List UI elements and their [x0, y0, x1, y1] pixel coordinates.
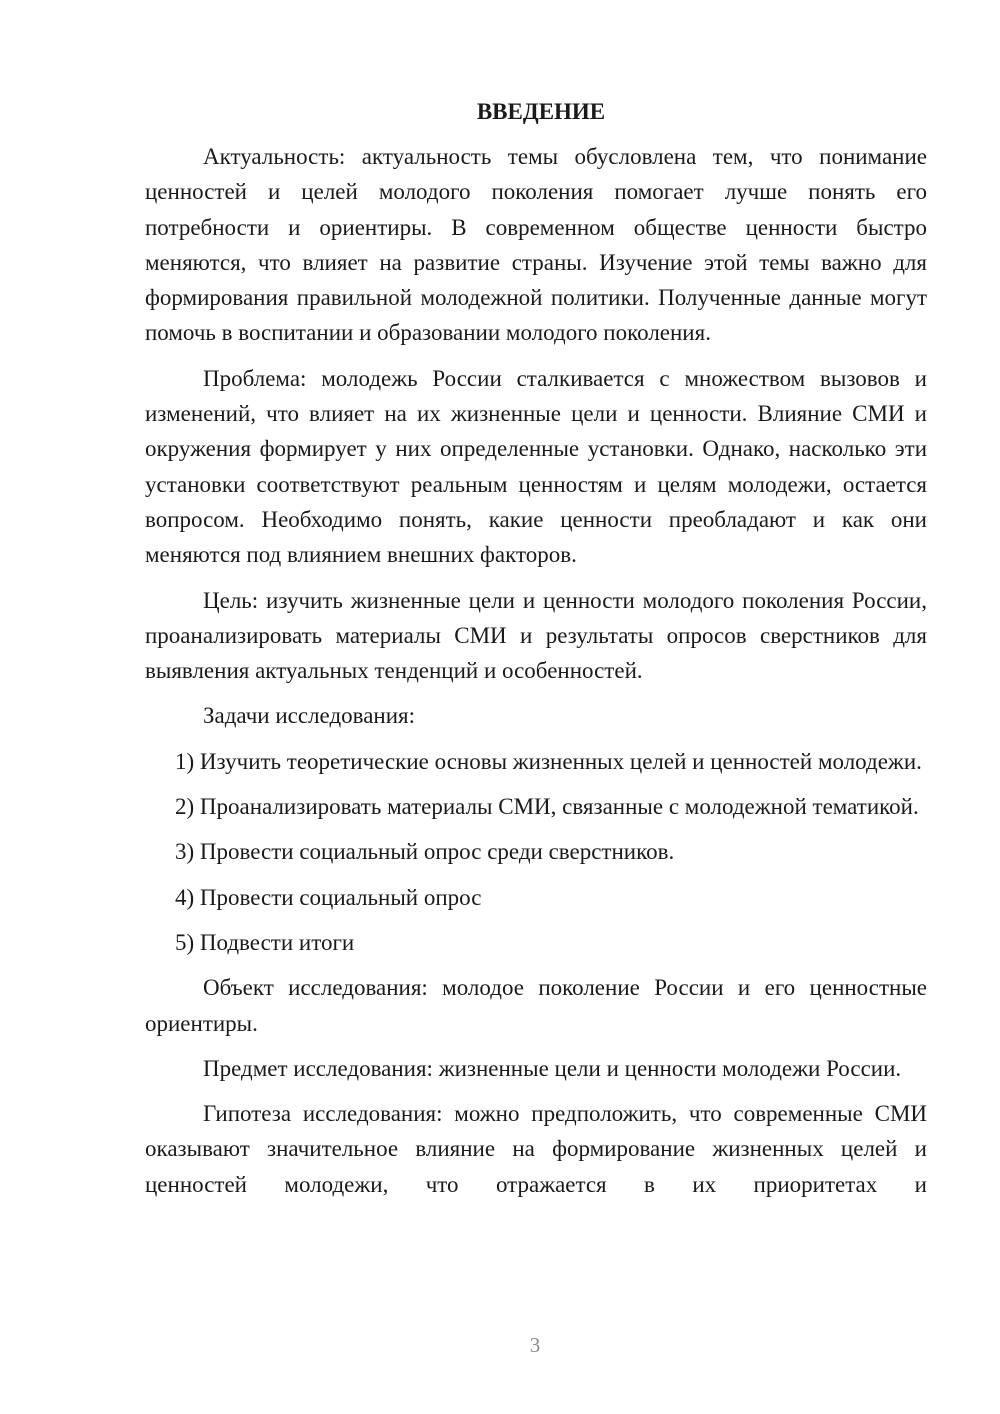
hypothesis-paragraph: Гипотеза исследования: можно предположить, что современные СМИ оказывают значительное влияние на формирование жизненных целей и ценностей молодежи, что отражается в их приоритетах и: [145, 1101, 927, 1197]
task-item-1: 1) Изучить теоретические основы жизненных целей и ценностей молодежи.: [175, 748, 922, 774]
tasks-heading: Задачи исследования:: [203, 703, 416, 729]
object-paragraph: Объект исследования: молодое поколение России и его ценностные ориентиры.: [145, 975, 927, 1036]
document-body: [145, 94, 927, 1212]
page-number: 3: [529, 1333, 541, 1357]
section-heading: ВВЕДЕНИЕ: [476, 99, 606, 124]
task-item-3: 3) Провести социальный опрос среди сверстников.: [175, 839, 675, 865]
subject-paragraph: Предмет исследования: жизненные цели и ценности молодежи России.: [203, 1055, 902, 1081]
goal-paragraph: Цель: изучить жизненные цели и ценности молодого поколения России, проанализировать материалы СМИ и результаты опросов сверстников для выявления актуальных тенденций и особенностей.: [145, 587, 927, 684]
problem-paragraph: Проблема: молодежь России сталкивается с множеством вызовов и изменений, что влияет на их жизненные цели и ценности. Влияние СМИ и окружения формирует у них определенные установки. Однако, насколько эти установки соответствуют реальным ценностям и целям молодежи, остается вопросом. Необходимо понять, какие ценности преобладают и как они меняются под влиянием внешних факторов.: [145, 365, 927, 568]
task-item-2: 2) Проанализировать материалы СМИ, связанные с молодежной тематикой.: [175, 794, 919, 820]
task-item-5: 5) Подвести итоги: [175, 929, 355, 955]
relevance-paragraph: Актуальность: актуальность темы обусловлена тем, что понимание ценностей и целей молодого поколения помогает лучше понять его потребности и ориентиры. В современном обществе ценности быстро меняются, что влияет на развитие страны. Изучение этой темы важно для формирования правильной молодежной политики. Полученные данные могут помочь в воспитании и образовании молодого поколения.: [145, 144, 927, 346]
task-item-4: 4) Провести социальный опрос: [175, 884, 482, 910]
